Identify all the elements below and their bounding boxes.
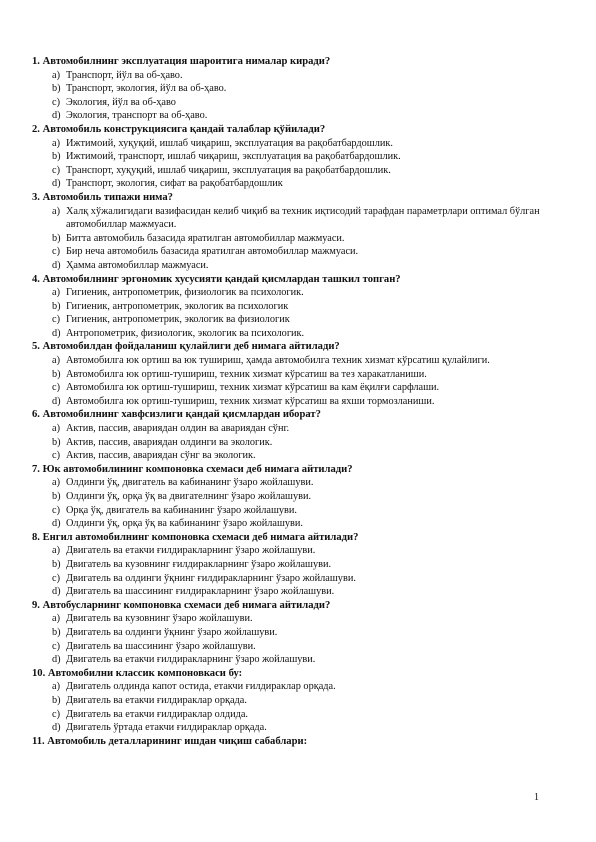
options-list <box>32 137 552 191</box>
option-letter: b) <box>52 368 61 380</box>
question-title: 7. Юк автомобилининг компоновка схемаси деб нимага айтилади? <box>32 463 353 475</box>
answer-option <box>32 558 552 572</box>
option-text: Двигатель ва етакчи ғилдиракларнинг ўзаро жойлашуви. <box>66 545 316 557</box>
question-title: 3. Автомобиль типажи нима? <box>32 191 173 203</box>
option-letter: c) <box>52 640 60 652</box>
option-letter: d) <box>52 259 61 271</box>
answer-option <box>32 544 552 558</box>
question-title: 2. Автомобиль конструкциясига қандай талаблар қўйилади? <box>32 123 326 135</box>
answer-option <box>32 517 552 531</box>
answer-option <box>32 572 552 586</box>
answer-option <box>32 150 552 164</box>
option-text: Автомобилга юк ортиш-тушириш, техник хизмат кўрсатиш ва кам ёқилғи сарфлаши. <box>66 382 440 394</box>
option-letter: a) <box>52 137 60 149</box>
option-text: Транспорт, экология, сифат ва рақобатбардошлик <box>66 178 283 190</box>
answer-option <box>32 626 552 640</box>
option-letter: d) <box>52 586 61 598</box>
question-title: 6. Автомобилнинг хавфсизлиги қандай қисмлардан иборат? <box>32 409 321 421</box>
option-text: Двигатель ва етакчи ғилдираклар орқада. <box>66 694 247 706</box>
answer-option <box>32 137 552 151</box>
option-text: Ижтимоий, транспорт, ишлаб чиқариш, эксплуатация ва рақобатбардошлик. <box>66 151 401 163</box>
answer-option <box>32 504 552 518</box>
question-title: 9. Автобусларнинг компоновка схемаси деб нимага айтилади? <box>32 599 331 611</box>
option-letter: c) <box>52 246 60 258</box>
option-letter: d) <box>52 722 61 734</box>
option-text: Автомобилга юк ортиш-тушириш, техник хизмат кўрсатиш ва тез харакатланиши. <box>66 368 427 380</box>
answer-option <box>32 640 552 654</box>
option-text: Двигатель ва шассининг ўзаро жойлашуви. <box>66 640 256 652</box>
options-list <box>32 286 552 340</box>
answer-option <box>32 96 552 110</box>
option-text: Антропометрик, физиологик, экологик ва психологик. <box>66 327 305 339</box>
answer-option <box>32 585 552 599</box>
answer-option <box>32 109 552 123</box>
option-text: Олдинги ўқ, орқа ўқ ва кабинанинг ўзаро жойлашуви. <box>66 518 303 530</box>
answer-option <box>32 245 552 259</box>
option-letter: b) <box>52 83 61 95</box>
option-letter: d) <box>52 518 61 530</box>
option-letter: b) <box>52 436 61 448</box>
option-letter: a) <box>52 477 60 489</box>
question-block <box>32 55 552 123</box>
options-list <box>32 205 552 273</box>
answer-option <box>32 177 552 191</box>
option-text: Двигатель ва етакчи ғилдиракларнинг ўзаро жойлашуви. <box>66 654 316 666</box>
answer-option <box>32 205 552 232</box>
answer-option <box>32 259 552 273</box>
option-text: Двигатель ва олдинги ўқнинг ғилдиракларнинг ўзаро жойлашуви. <box>66 572 356 584</box>
option-text: Автомобилга юк ортиш-тушириш, техник хизмат кўрсатиш ва яхши тормозланиши. <box>66 395 435 407</box>
option-letter: a) <box>52 69 60 81</box>
option-text: Актив, пассив, авариядан олдинги ва экологик. <box>66 436 273 448</box>
question-block <box>32 273 552 341</box>
answer-option <box>32 694 552 708</box>
answer-option <box>32 436 552 450</box>
option-letter: c) <box>52 708 60 720</box>
answer-option <box>32 368 552 382</box>
option-text: Олдинги ўқ, двигатель ва кабинанинг ўзаро жойлашуви. <box>66 477 314 489</box>
question-title: 1. Автомобилнинг эксплуатация шароитига нималар киради? <box>32 56 331 67</box>
option-letter: b) <box>52 626 61 638</box>
option-text: Ижтимоий, хуқуқий, ишлаб чиқариш, эксплуатация ва рақобатбардошлик. <box>66 137 393 149</box>
question-title: 5. Автомобилдан фойдаланиш қулайлиги деб нимага айтилади? <box>32 341 340 353</box>
answer-option <box>32 286 552 300</box>
answer-option <box>32 449 552 463</box>
answer-option <box>32 395 552 409</box>
question-block <box>32 123 552 191</box>
answer-option <box>32 164 552 178</box>
option-letter: d) <box>52 395 61 407</box>
option-text: Двигатель олдинда капот остида, етакчи ғилдираклар орқада. <box>66 681 336 693</box>
option-text: Транспорт, экология, йўл ва об-ҳаво. <box>66 83 227 95</box>
answer-option <box>32 327 552 341</box>
options-list <box>32 612 552 666</box>
question-block <box>32 408 552 462</box>
option-text: Двигатель ва кузовнинг ўзаро жойлашуви. <box>66 613 253 625</box>
option-letter: d) <box>52 654 61 666</box>
option-letter: c) <box>52 382 60 394</box>
options-list <box>32 354 552 408</box>
option-text: Гигиеник, антропометрик, физиологик ва психологик. <box>66 287 304 299</box>
answer-option <box>32 232 552 246</box>
option-letter: d) <box>52 327 61 339</box>
option-text: Орқа ўқ, двигатель ва кабинанинг ўзаро жойлашуви. <box>66 504 298 516</box>
options-list <box>32 476 552 530</box>
option-text: Актив, пассив, авариядан сўнг ва экологик. <box>66 450 256 462</box>
question-title: 4. Автомобилнинг эргономик хусусияти қандай қисмлардан ташкил топган? <box>32 273 401 285</box>
option-letter: b) <box>52 151 61 163</box>
option-letter: c) <box>52 450 60 462</box>
option-letter: a) <box>52 287 60 299</box>
option-text: Экология, йўл ва об-ҳаво <box>66 96 176 108</box>
option-text: Экология, транспорт ва об-ҳаво. <box>66 110 208 122</box>
option-text: Халқ хўжалигидаги вазифасидан келиб чиқиб ва техник иқтисодий тарафдан параметрлари оптимал бўлган автомобиллар мажмуаси. <box>66 205 540 231</box>
option-letter: a) <box>52 423 60 435</box>
option-letter: d) <box>52 178 61 190</box>
option-letter: b) <box>52 232 61 244</box>
option-letter: a) <box>52 681 60 693</box>
option-text: Актив, пассив, авариядан олдин ва авариядан сўнг. <box>66 423 290 435</box>
answer-option <box>32 680 552 694</box>
option-letter: b) <box>52 558 61 570</box>
option-letter: a) <box>52 205 60 217</box>
option-letter: c) <box>52 504 60 516</box>
answer-option <box>32 612 552 626</box>
question-block <box>32 599 552 667</box>
question-block <box>32 191 552 273</box>
option-text: Двигатель ўртада етакчи ғилдираклар орқада. <box>66 722 267 734</box>
question-block <box>32 340 552 408</box>
answer-option <box>32 490 552 504</box>
answer-option <box>32 354 552 368</box>
question-block <box>32 531 552 599</box>
document-page <box>32 55 552 748</box>
option-letter: a) <box>52 545 60 557</box>
question-title: 10. Автомобилни классик компоновкаси бу: <box>32 667 243 679</box>
option-text: Ҳамма автомобиллар мажмуаси. <box>66 259 209 271</box>
answer-option <box>32 381 552 395</box>
option-text: Гигиеник, антропометрик, экологик ва психологик <box>66 300 289 312</box>
answer-option <box>32 476 552 490</box>
answer-option <box>32 82 552 96</box>
answer-option <box>32 653 552 667</box>
question-block <box>32 735 552 749</box>
option-text: Битта автомобиль базасида яратилган автомобиллар мажмуаси. <box>66 232 345 244</box>
option-letter: d) <box>52 110 61 122</box>
answer-option <box>32 708 552 722</box>
option-letter: c) <box>52 314 60 326</box>
answer-option <box>32 422 552 436</box>
option-text: Двигатель ва кузовнинг ғилдиракларнинг ўзаро жойлашуви. <box>66 558 332 570</box>
option-text: Бир неча автомобиль базасида яратилган автомобиллар мажмуаси. <box>66 246 359 258</box>
option-letter: a) <box>52 355 60 367</box>
option-text: Транспорт, хуқуқий, ишлаб чиқариш, эксплуатация ва рақобатбардошлик. <box>66 164 391 176</box>
option-letter: b) <box>52 694 61 706</box>
question-title: 11. Автомобиль деталларининг ишдан чиқиш сабаблари: <box>32 735 308 747</box>
option-letter: a) <box>52 613 60 625</box>
answer-option <box>32 69 552 83</box>
option-text: Автомобилга юк ортиш ва юк тушириш, ҳамда автомобилга техник хизмат кўрсатиш қулайлиги. <box>66 355 490 367</box>
question-block <box>32 463 552 531</box>
question-title: 8. Енгил автомобилнинг компоновка схемаси деб нимага айтилади? <box>32 531 359 543</box>
answer-option <box>32 721 552 735</box>
option-letter: b) <box>52 300 61 312</box>
question-block <box>32 667 552 735</box>
options-list <box>32 680 552 734</box>
option-text: Гигиеник, антропометрик, экологик ва физиологик <box>66 314 290 326</box>
option-letter: c) <box>52 572 60 584</box>
option-text: Олдинги ўқ, орқа ўқ ва двигателнинг ўзаро жойлашуви. <box>66 491 312 502</box>
option-letter: b) <box>52 491 61 502</box>
options-list <box>32 422 552 463</box>
option-text: Двигатель ва олдинги ўқнинг ўзаро жойлашуви. <box>66 626 278 638</box>
options-list <box>32 69 552 123</box>
answer-option <box>32 300 552 314</box>
option-text: Двигатель ва етакчи ғилдираклар олдида. <box>66 708 248 720</box>
option-letter: c) <box>52 164 60 176</box>
page-number: 1 <box>534 792 539 803</box>
option-text: Транспорт, йўл ва об-ҳаво. <box>66 69 183 81</box>
option-text: Двигатель ва шассининг ғилдиракларнинг ўзаро жойлашуви. <box>66 586 335 598</box>
option-letter: c) <box>52 96 60 108</box>
options-list <box>32 544 552 598</box>
answer-option <box>32 313 552 327</box>
